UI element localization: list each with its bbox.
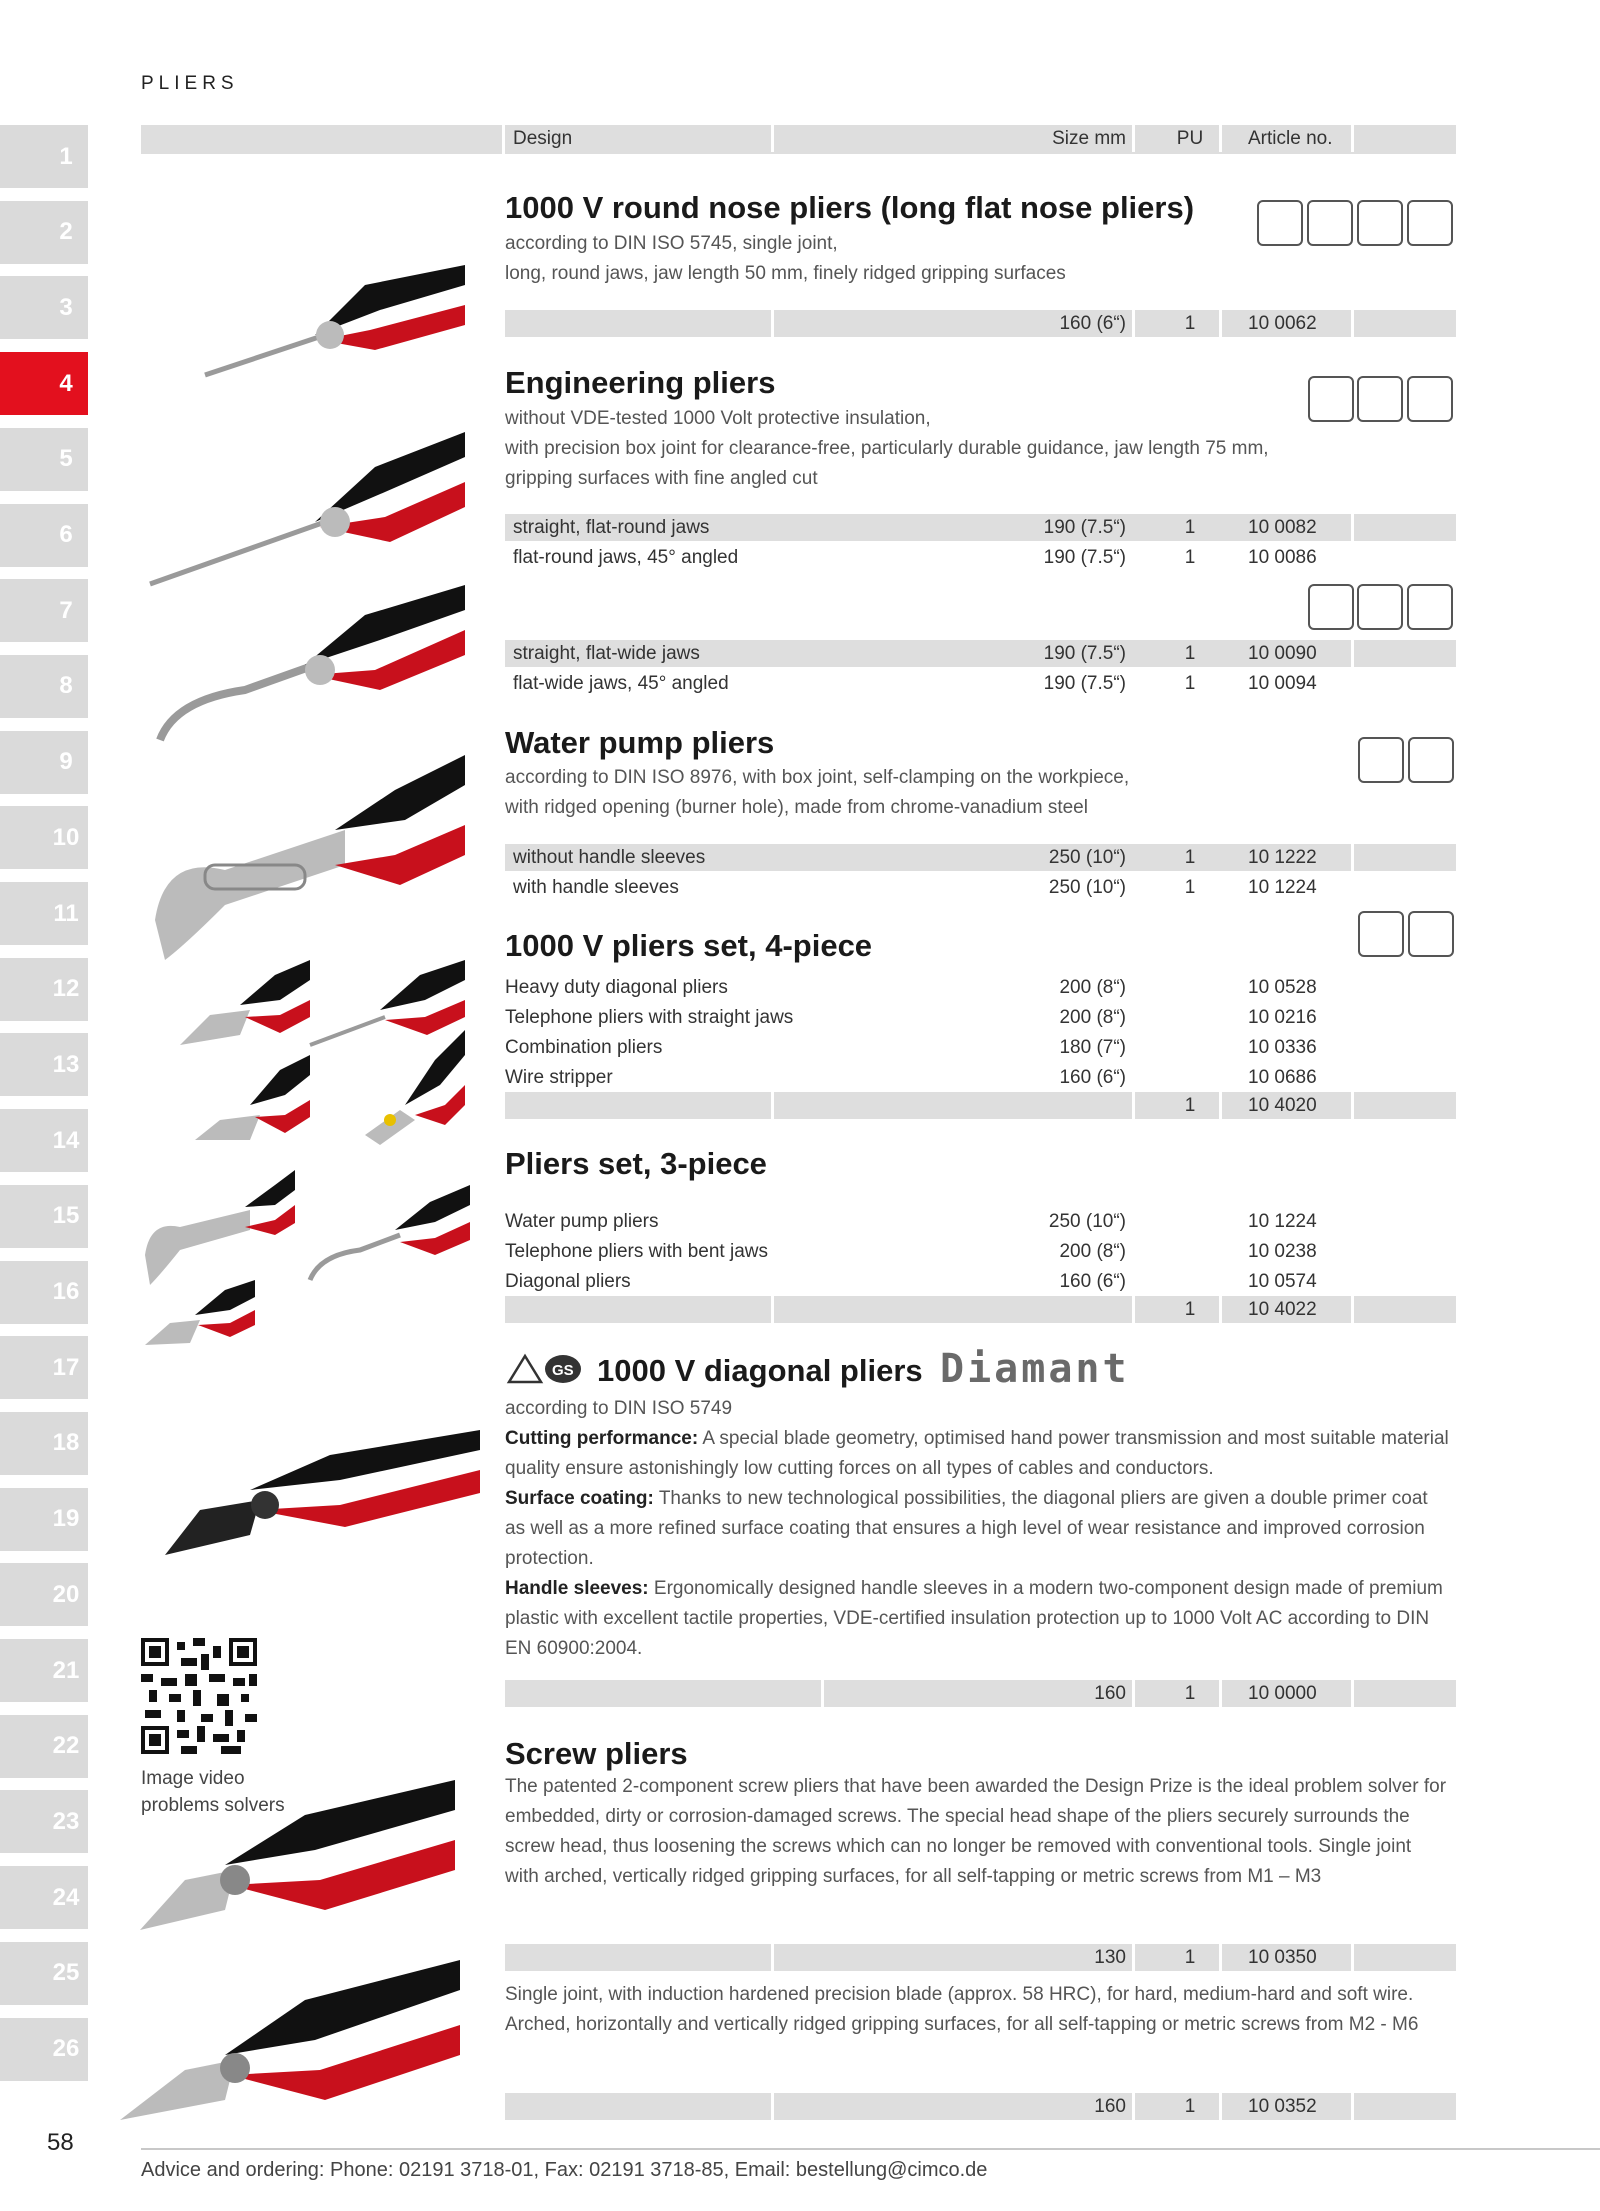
qr-caption: Image video problems solvers: [141, 1768, 285, 1816]
water-pump-desc-1: according to DIN ISO 8976, with box joint, self-clamping on the workpiece,: [505, 767, 1130, 788]
diagonal-title: 1000 V diagonal pliers: [597, 1353, 923, 1388]
screw-desc: The patented 2-component screw pliers that have been awarded the Design Prize is the ideal problem solver for embedded, dirty or corrosion-damaged screws. The special head shape of the pliers securely surrounds the screw head, thus loosening the screws which can no longer be removed with conventional tools. Single joint with arched, vertically ridged gripping surfaces, for all self-tapping or metric screws from M1 – M3: [505, 1776, 1447, 1887]
table-row: without handle sleeves 250 (10“) 1 10 1222: [505, 844, 1456, 871]
combination-pliers-thumb: [190, 1045, 315, 1155]
box-joint-icon: [1308, 584, 1354, 630]
vde-1000v-icon: [1358, 911, 1404, 957]
screw-pliers-large-image: [115, 1950, 465, 2130]
chapter-tab-21[interactable]: 21: [0, 1639, 88, 1702]
vde-gs-mark-icon: [505, 1352, 585, 1386]
chapter-tab-19[interactable]: 19: [0, 1488, 88, 1551]
box-joint-icon: [1358, 737, 1404, 783]
table-row: straight, flat-round jaws 190 (7.5“) 1 10 0082: [505, 514, 1456, 541]
chapter-tab-25[interactable]: 25: [0, 1942, 88, 2005]
header-article: Article no.: [1248, 128, 1333, 149]
chapter-tab-9[interactable]: 9: [0, 731, 88, 794]
round-nose-desc-1: according to DIN ISO 5745, single joint,: [505, 233, 838, 254]
table-row: 160 1 10 0000: [505, 1680, 1456, 1707]
grip-angled-icon: [1408, 737, 1454, 783]
round-nose-desc-2: long, round jaws, jaw length 50 mm, finely ridged gripping surfaces: [505, 263, 1066, 284]
table-row: 160 1 10 0352: [505, 2093, 1456, 2120]
list-item: Telephone pliers with straight jaws 200 (8“) 10 0216: [505, 1007, 1317, 1028]
chapter-tab-18[interactable]: 18: [0, 1412, 88, 1475]
table-row: 130 1 10 0350: [505, 1944, 1456, 1971]
table-row: flat-round jaws, 45° angled 190 (7.5“) 1 10 0086: [513, 547, 1317, 568]
diamant-logo: Diamant: [940, 1346, 1130, 1392]
grip-angled-icon: [1407, 584, 1453, 630]
list-item: Diagonal pliers 160 (6“) 10 0574: [505, 1271, 1317, 1292]
header-size: Size mm: [1052, 128, 1126, 149]
box-joint-icon: [1308, 376, 1354, 422]
list-item: Heavy duty diagonal pliers 200 (8“) 10 0528: [505, 977, 1317, 998]
round-nose-title: 1000 V round nose pliers (long flat nose pliers): [505, 190, 1195, 225]
chapter-tab-13[interactable]: 13: [0, 1033, 88, 1096]
diagonal-cutting-paragraph: Cutting performance: A special blade geometry, optimised hand power transmission and most suitable material quality ensure astonishingly low cutting forces on all types of cables and conductors.: [505, 1428, 1449, 1479]
diagonal-coating-paragraph: Surface coating: Thanks to new technological possibilities, the diagonal pliers are given a double primer coat as well as a more refined surface coating that ensures a high level of wear resistance and improved corrosion protection.: [505, 1488, 1428, 1569]
chapter-tab-24[interactable]: 24: [0, 1866, 88, 1929]
jaw-ridged-icon: [1357, 376, 1403, 422]
engineering-title: Engineering pliers: [505, 365, 776, 400]
chapter-tab-2[interactable]: 2: [0, 201, 88, 264]
vde-1000v-icon: [1257, 200, 1303, 246]
jaw-ridged-icon: [1357, 200, 1403, 246]
chapter-tab-16[interactable]: 16: [0, 1261, 88, 1324]
chapter-tab-26[interactable]: 26: [0, 2018, 88, 2081]
grip-angled-icon: [1407, 376, 1453, 422]
engineering-pliers-image: [145, 412, 475, 592]
jaw-round-icon: [1407, 200, 1453, 246]
chapter-tab-15[interactable]: 15: [0, 1185, 88, 1248]
diagonal-pliers-small-thumb: [140, 1275, 260, 1355]
engineering-desc-2: with precision box joint for clearance-free, particularly durable guidance, jaw length 75 mm,: [505, 438, 1269, 459]
table-row: with handle sleeves 250 (10“) 1 10 1224: [513, 877, 1317, 898]
chapter-tab-14[interactable]: 14: [0, 1109, 88, 1172]
chapter-tab-1[interactable]: 1: [0, 125, 88, 188]
table-row: 1 10 4020: [505, 1092, 1456, 1119]
chapter-tab-20[interactable]: 20: [0, 1563, 88, 1626]
table-row: 1 10 4022: [505, 1296, 1456, 1323]
footer-divider: [141, 2148, 1600, 2150]
diagonal-intro: according to DIN ISO 5749: [505, 1398, 733, 1419]
chapter-tab-7[interactable]: 7: [0, 579, 88, 642]
set3-title: Pliers set, 3-piece: [505, 1146, 767, 1181]
list-item: Telephone pliers with bent jaws 200 (8“) 10 0238: [505, 1241, 1317, 1262]
chapter-tab-22[interactable]: 22: [0, 1715, 88, 1778]
wire-stripper-thumb: [360, 1020, 470, 1150]
chapter-tab-17[interactable]: 17: [0, 1336, 88, 1399]
engineering-desc-1: without VDE-tested 1000 Volt protective insulation,: [505, 408, 931, 429]
screw-title: Screw pliers: [505, 1736, 688, 1771]
bent-nose-pliers-image: [155, 580, 475, 750]
list-item: Water pump pliers 250 (10“) 10 1224: [505, 1211, 1317, 1232]
chapter-tab-10[interactable]: 10: [0, 806, 88, 869]
diagonal-sleeves-paragraph: Handle sleeves: Ergonomically designed handle sleeves in a modern two-component design made of premium plastic with excellent tactile properties, VDE-certified insulation protection up to 1000 Volt AC according to DIN EN 60900:2004.: [505, 1578, 1443, 1659]
chapter-tab-8[interactable]: 8: [0, 655, 88, 718]
water-pump-pliers-image: [145, 745, 475, 970]
list-item: Wire stripper 160 (6“) 10 0686: [505, 1067, 1317, 1088]
chapter-tab-11[interactable]: 11: [0, 882, 88, 945]
chapter-tab-23[interactable]: 23: [0, 1790, 88, 1853]
chapter-tab-4[interactable]: 4: [0, 352, 88, 415]
chapter-tab-5[interactable]: 5: [0, 428, 88, 491]
water-pump-desc-2: with ridged opening (burner hole), made from chrome-vanadium steel: [505, 797, 1088, 818]
table-row: flat-wide jaws, 45° angled 190 (7.5“) 1 10 0094: [513, 673, 1317, 694]
table-row: straight, flat-wide jaws 190 (7.5“) 1 10 0090: [505, 640, 1456, 667]
chapter-tab-6[interactable]: 6: [0, 504, 88, 567]
section-title: PLIERS: [141, 73, 239, 94]
gs-certified-icon: [1307, 200, 1353, 246]
diagonal-pliers-image: [160, 1425, 485, 1565]
screw-desc-2: Single joint, with induction hardened precision blade (approx. 58 HRC), for hard, medium-hard and soft wire. Arched, horizontally and vertically ridged gripping surfaces, for all self-tapping or metric screws from M2 - M6: [505, 1984, 1419, 2035]
header-pu: PU: [1176, 128, 1204, 149]
qr-code[interactable]: [141, 1638, 257, 1754]
header-design: Design: [513, 128, 573, 149]
footer-contact: Advice and ordering: Phone: 02191 3718-01, Fax: 02191 3718-85, Email: bestellung@cimco.de: [141, 2159, 988, 2181]
table-header: [505, 125, 1456, 154]
list-item: Combination pliers 180 (7“) 10 0336: [505, 1037, 1317, 1058]
page-number: 58: [47, 2129, 74, 2156]
diagonal-pliers-thumb: [170, 955, 315, 1055]
round-nose-pliers-image: [195, 225, 475, 385]
gs-certified-icon: [1408, 911, 1454, 957]
bent-jaw-pliers-thumb: [305, 1180, 475, 1290]
chapter-tab-12[interactable]: 12: [0, 958, 88, 1021]
jaw-ridged-icon: [1357, 584, 1403, 630]
engineering-desc-3: gripping surfaces with fine angled cut: [505, 468, 818, 489]
table-header-spacer: [141, 125, 502, 154]
water-pump-title: Water pump pliers: [505, 725, 775, 760]
chapter-tab-3[interactable]: 3: [0, 276, 88, 339]
set4-title: 1000 V pliers set, 4-piece: [505, 928, 873, 963]
table-row: 160 (6“) 1 10 0062: [505, 310, 1456, 337]
svg-text:GS: GS: [552, 1362, 574, 1379]
